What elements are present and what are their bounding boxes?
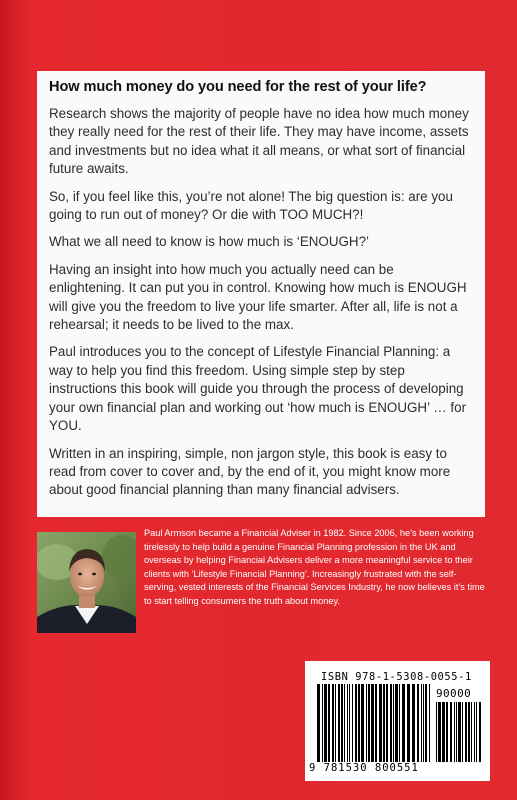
barcode-bar: [390, 684, 392, 762]
barcode-bar: [332, 684, 334, 762]
barcode-bar: [442, 702, 445, 762]
barcode-bar: [417, 684, 419, 762]
isbn-barcode: [305, 661, 490, 781]
barcode-bar: [468, 702, 470, 762]
barcode-bar: [446, 702, 448, 762]
barcode-bar: [438, 702, 441, 762]
barcode-bar: [399, 684, 400, 762]
price-addon-bars-icon: [436, 702, 486, 764]
barcode-bar: [479, 702, 481, 762]
barcode-bar: [361, 684, 364, 762]
barcode-bars-icon: [317, 684, 435, 764]
barcode-bar: [436, 702, 437, 762]
blurb-paragraph-4: Having an insight into how much you actually need can be enlightening. It can put you in control. Knowing how much is ENOUGH will give you the freedom to live your life smarter. After all, life is not a rehearsal; it needs to be lived to the max.: [49, 261, 467, 333]
barcode-bar: [317, 684, 320, 762]
barcode-bar: [379, 684, 382, 762]
barcode-bar: [402, 684, 405, 762]
blurb-paragraph-2: So, if you feel like this, you’re not alone! The big question is: are you going to run out of money? Or die with TOO MUCH?!: [49, 188, 453, 223]
barcode-bar: [462, 702, 463, 762]
barcode-bar: [352, 684, 353, 762]
barcode-bar: [412, 684, 415, 762]
barcode-bar: [349, 684, 350, 762]
barcode-bar: [456, 702, 457, 762]
barcode-bar: [355, 684, 357, 762]
blurb-paragraph-6: Written in an inspiring, simple, non jargon style, this book is easy to read from cover to cover and, by the end of it, you might know more about good financial planning than many financial advisers.: [49, 445, 451, 498]
barcode-bar: [328, 684, 330, 762]
barcode-bar: [358, 684, 360, 762]
blurb-paragraph-1: Research shows the majority of people have no idea how much money they really need for the rest of their life. They may have income, assets and investments but no idea what it all means, or what sort of financial future awaits.: [49, 106, 469, 177]
barcode-bar: [407, 684, 410, 762]
barcode-number: 9 781530 800551: [309, 762, 419, 774]
author-photo: [37, 532, 136, 633]
barcode-bar: [429, 684, 430, 762]
barcode-bar: [454, 702, 455, 762]
barcode-bar: [366, 684, 367, 762]
barcode-bar: [375, 684, 377, 762]
barcode-bar: [335, 684, 336, 762]
blurb-paragraph-5: Paul introduces you to the concept of Lifestyle Financial Planning: a way to help you find this freedom. Using simple step by step instructions this book will guide you through the process of developing your own financial plan and working out ‘how much is ENOUGH’ … for YOU.: [49, 344, 467, 434]
barcode-bar: [371, 684, 374, 762]
barcode-bar: [471, 702, 472, 762]
isbn-label: ISBN 978-1-5308-0055-1: [321, 671, 472, 683]
barcode-bar: [347, 684, 348, 762]
blurb-panel: [37, 71, 485, 517]
barcode-bar: [395, 684, 398, 762]
barcode-bar: [450, 702, 452, 762]
barcode-bar: [368, 684, 370, 762]
barcode-bar: [465, 702, 467, 762]
barcode-bar: [476, 702, 477, 762]
barcode-bar: [393, 684, 394, 762]
barcode-bar: [425, 684, 427, 762]
barcode-bar: [324, 684, 327, 762]
author-portrait-icon: [37, 532, 136, 633]
barcode-bar: [386, 684, 388, 762]
price-code: 90000: [436, 687, 472, 700]
barcode-bar: [344, 684, 345, 762]
barcode-bar: [458, 702, 461, 762]
barcode-bar: [383, 684, 385, 762]
barcode-bar: [421, 684, 422, 762]
author-bio: Paul Armson became a Financial Adviser in 1982. Since 2006, he’s been working tirelessly to help build a genuine Financial Planning profession in the UK and overseas by helping Financial Advisers deliver a more meaningful service to their clients with ‘Lifestyle Financial Planning’. Increasingly frustrated with the self-serving, vested interests of the Financial Services Industry, he now believes it’s time to start telling consumers the truth about money.: [144, 528, 485, 606]
barcode-bar: [474, 702, 475, 762]
barcode-bar: [338, 684, 340, 762]
barcode-bar: [322, 684, 323, 762]
barcode-bar: [423, 684, 424, 762]
blurb-paragraph-3: What we all need to know is how much is ‘ENOUGH?’: [49, 234, 370, 250]
barcode-bar: [341, 684, 343, 762]
blurb-headline: How much money do you need for the rest of your life?: [49, 79, 427, 95]
